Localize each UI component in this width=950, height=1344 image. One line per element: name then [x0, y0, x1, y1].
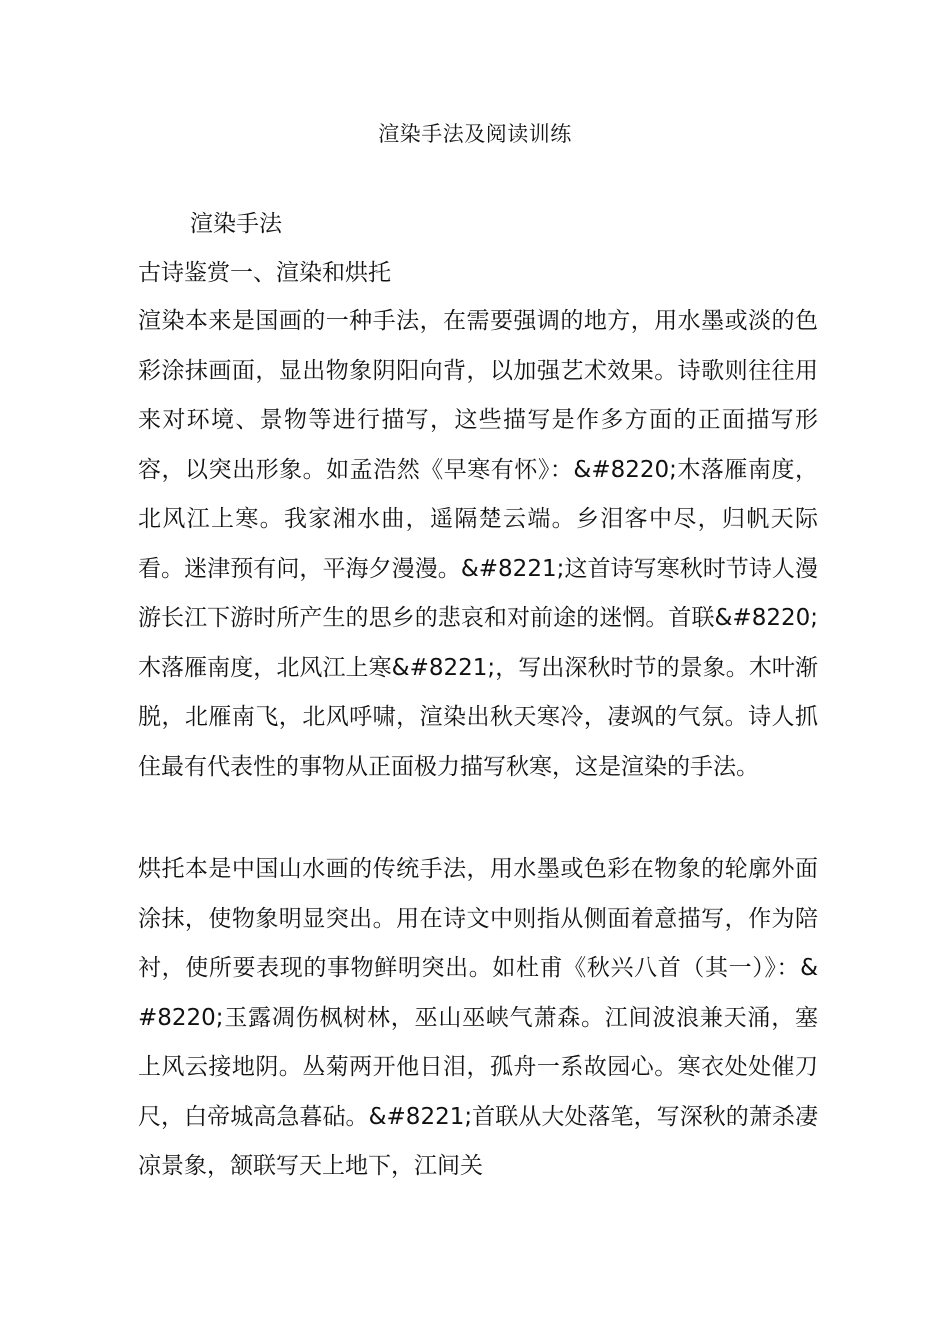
- paragraph-rendering: 渲染本来是国画的一种手法，在需要强调的地方，用水墨或淡的色彩涂抹画面，显出物象阴阳向背，以加强艺术效果。诗歌则往往用来对环境、景物等进行描写，这些描写是作多方面的正面描写形容，以突出形象。如孟浩然《早寒有怀》：&#8220;木落雁南度，北风江上寒。我家湘水曲，遥隔楚云端。乡泪客中尽，归帆天际看。迷津预有问，平海夕漫漫。&#8221;这首诗写寒秋时节诗人漫游长江下游时所产生的思乡的悲哀和对前途的迷惘。首联&#8220;木落雁南度，北风江上寒&#8221;，写出深秋时节的景象。木叶渐脱，北雁南飞，北风呼啸，渲染出秋天寒冷，凄飒的气氛。诗人抓住最有代表性的事物从正面极力描写秋寒，这是渲染的手法。: [138, 308, 818, 780]
- sub-heading: 古诗鉴赏一、渲染和烘托: [138, 260, 391, 286]
- paragraph-contrast: 烘托本是中国山水画的传统手法，用水墨或色彩在物象的轮廓外面涂抹，使物象明显突出。用在诗文中则指从侧面着意描写，作为陪衬，使所要表现的事物鲜明突出。如杜甫《秋兴八首（其一）》：&#8220;玉露凋伤枫树林，巫山巫峡气萧森。江间波浪兼天涌，塞上风云接地阴。丛菊两开他日泪，孤舟一系故园心。寒衣处处催刀尺，白帝城高急暮砧。&#8221;首联从大处落笔，写深秋的萧杀凄凉景象，颔联写天上地下，江间关: [138, 856, 818, 1179]
- document-title: 渲染手法及阅读训练: [378, 122, 572, 146]
- section-heading: 渲染手法: [190, 211, 282, 237]
